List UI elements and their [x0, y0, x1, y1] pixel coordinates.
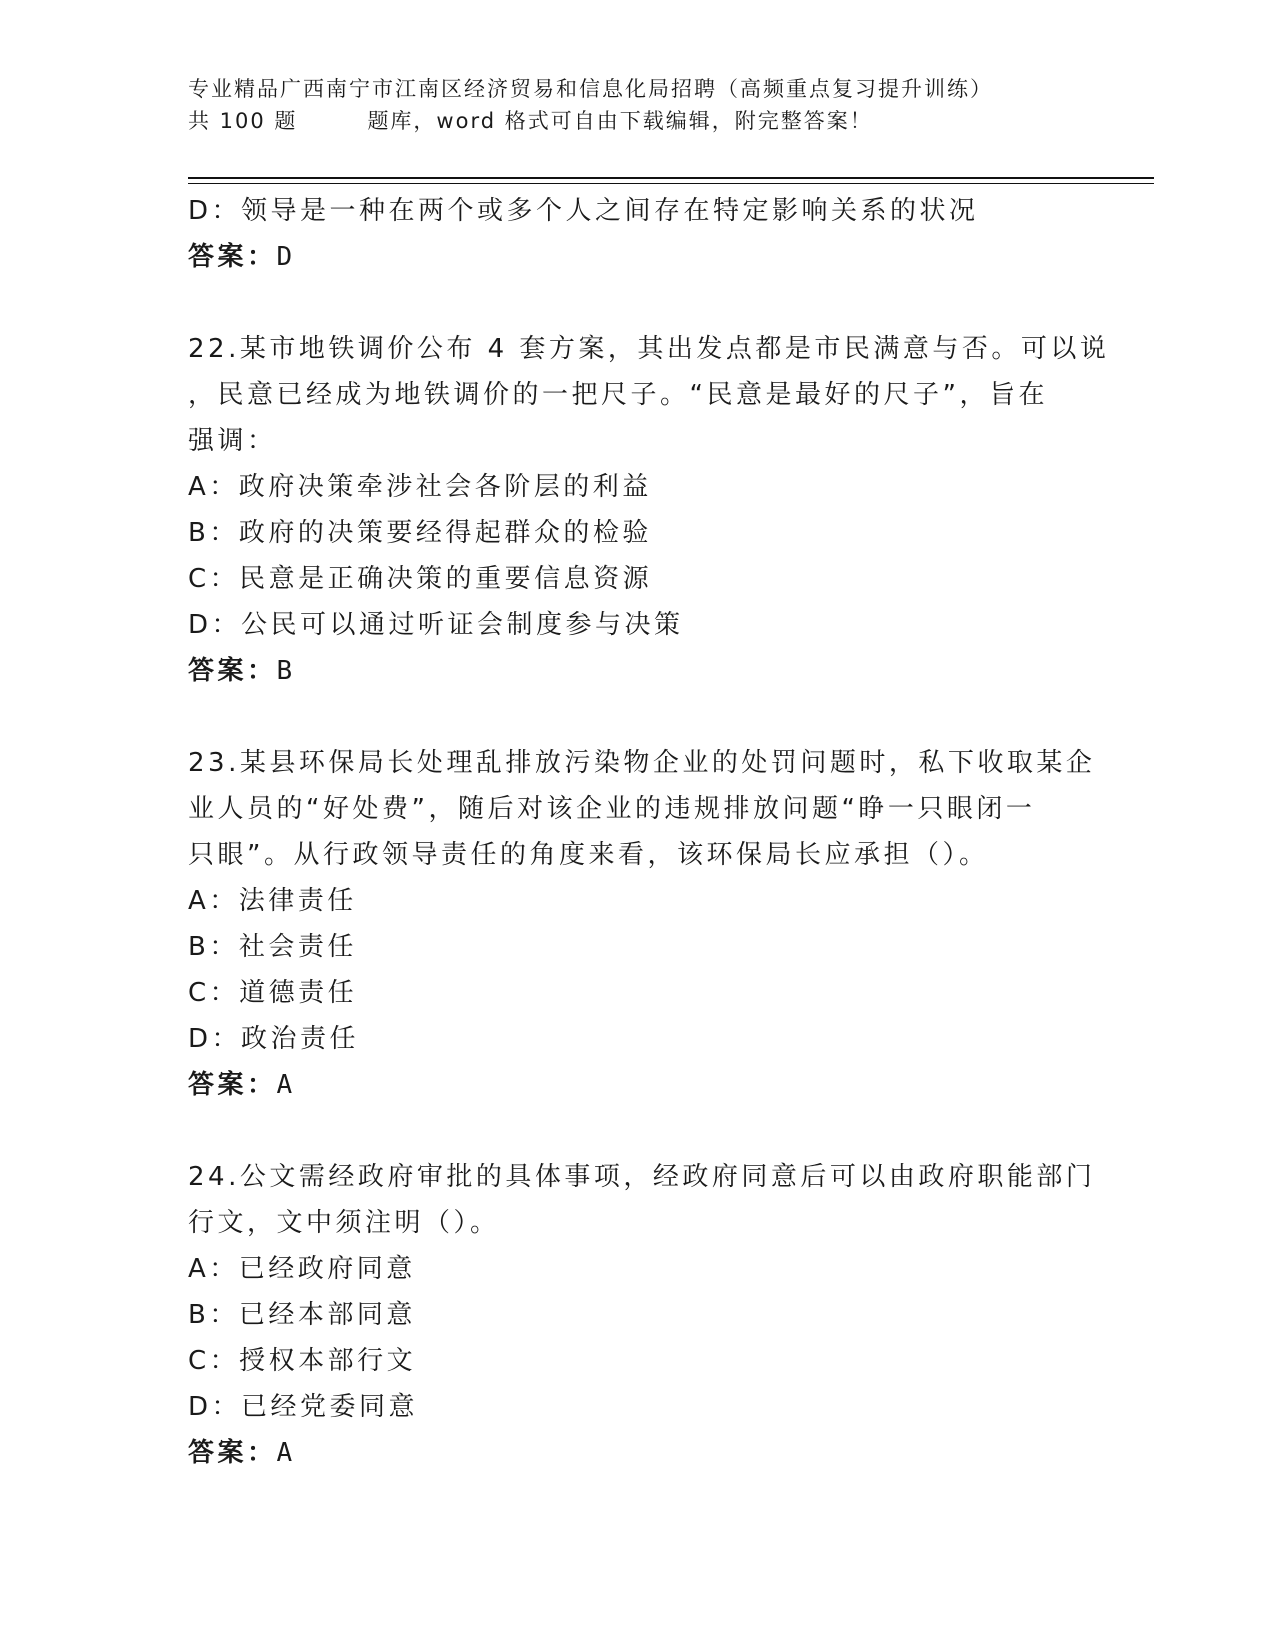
question-text-line: 业人员的“好处费”，随后对该企业的违规排放问题“睁一只眼闭一	[188, 794, 1036, 824]
option-c: C：道德责任	[188, 978, 358, 1008]
option-d: D：公民可以通过听证会制度参与决策	[188, 610, 684, 640]
option-b: B：社会责任	[188, 932, 357, 962]
question-text-line: 24.公文需经政府审批的具体事项，经政府同意后可以由政府职能部门	[188, 1162, 1096, 1192]
question-count: 共 100 题	[188, 109, 298, 133]
option-d: D：已经党委同意	[188, 1392, 419, 1422]
header-subtitle-line	[188, 105, 1088, 137]
question-24	[188, 1154, 1108, 1476]
header-rule-thin	[188, 183, 1154, 184]
option-b: B：政府的决策要经得起群众的检验	[188, 518, 652, 548]
answer-label: 答案：	[188, 1438, 277, 1468]
spacer	[188, 1108, 1108, 1154]
answer-value: D	[276, 242, 293, 272]
option-a: A：已经政府同意	[188, 1254, 416, 1284]
question-text-line: ，民意已经成为地铁调价的一把尺子。“民意是最好的尺子”，旨在	[188, 380, 1048, 410]
option-a: A：法律责任	[188, 886, 357, 916]
question-content	[188, 188, 1108, 1476]
answer-value: B	[276, 656, 293, 686]
document-header	[188, 73, 1088, 137]
option-d: D：政治责任	[188, 1024, 360, 1054]
answer-value: A	[276, 1070, 293, 1100]
answer-line	[188, 234, 1108, 280]
answer-label: 答案：	[188, 242, 277, 272]
spacer	[188, 280, 1108, 326]
question-21	[188, 188, 1108, 280]
question-text-line: 行文，文中须注明（）。	[188, 1208, 500, 1238]
header-rule-thick	[188, 177, 1154, 179]
question-text-line: 22.某市地铁调价公布 4 套方案，其出发点都是市民满意与否。可以说	[188, 334, 1110, 364]
option-c: C：授权本部行文	[188, 1346, 417, 1376]
option-d: D：领导是一种在两个或多个人之间存在特定影响关系的状况	[188, 196, 979, 226]
question-23	[188, 740, 1108, 1108]
answer-line	[188, 1430, 1108, 1476]
answer-label: 答案：	[188, 656, 277, 686]
question-text-line: 23.某县环保局长处理乱排放污染物企业的处罚问题时，私下收取某企	[188, 748, 1096, 778]
option-a: A：政府决策牵涉社会各阶层的利益	[188, 472, 652, 502]
question-text-line: 强调：	[188, 426, 277, 456]
answer-value: A	[276, 1438, 293, 1468]
header-description: 题库，word 格式可自由下载编辑，附完整答案！	[367, 109, 873, 133]
option-c: C：民意是正确决策的重要信息资源	[188, 564, 653, 594]
answer-label: 答案：	[188, 1070, 277, 1100]
answer-line	[188, 1062, 1108, 1108]
header-title-line: 专业精品广西南宁市江南区经济贸易和信息化局招聘（高频重点复习提升训练）	[188, 77, 993, 101]
question-text-line: 只眼”。从行政领导责任的角度来看，该环保局长应承担（）。	[188, 840, 989, 870]
spacer	[188, 694, 1108, 740]
option-b: B：已经本部同意	[188, 1300, 416, 1330]
question-22	[188, 326, 1108, 694]
answer-line	[188, 648, 1108, 694]
